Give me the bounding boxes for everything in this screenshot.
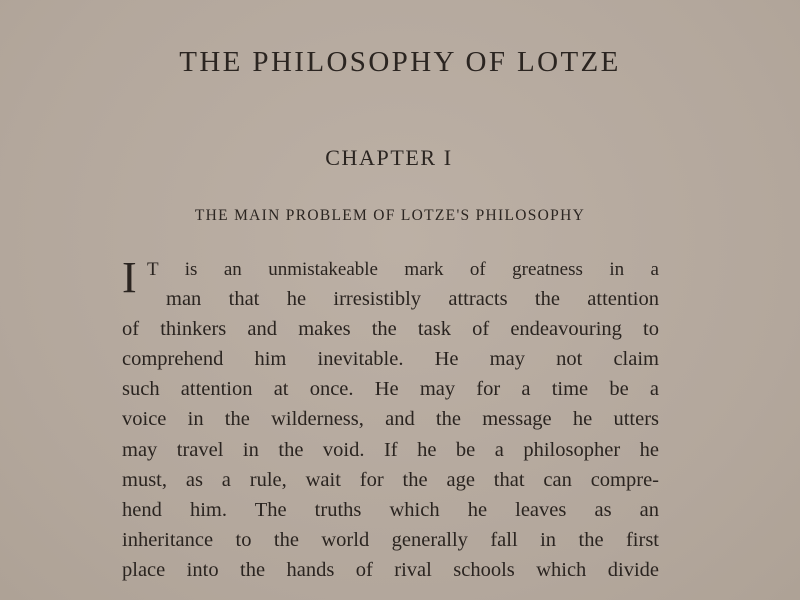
text-line: may travel in the void. If he be a philosopher he	[122, 438, 659, 461]
text-line: such attention at once. He may for a time be a	[122, 378, 659, 401]
text-line: comprehend him inevitable. He may not claim	[122, 348, 659, 371]
drop-cap: I	[122, 253, 137, 302]
running-head: THE PHILOSOPHY OF LOTZE	[179, 46, 621, 78]
text-line: hend him. The truths which he leaves as an	[122, 498, 659, 521]
text-line: must, as a rule, wait for the age that can compre-	[122, 468, 659, 491]
text-line: man that he irresistibly attracts the attention	[166, 288, 659, 311]
chapter-title: THE MAIN PROBLEM OF LOTZE'S PHILOSOPHY	[194, 207, 586, 224]
text-line: voice in the wilderness, and the message he utters	[122, 408, 659, 431]
first-line-text: T is an unmistakeable mark of greatness in a	[147, 259, 659, 280]
body-paragraph	[122, 254, 659, 585]
text-line: inheritance to the world generally fall in the first	[122, 528, 659, 551]
chapter-heading: CHAPTER I	[325, 145, 453, 170]
text-line: of thinkers and makes the task of endeavouring to	[122, 318, 659, 341]
text-line: place into the hands of rival schools which divide	[122, 558, 659, 581]
